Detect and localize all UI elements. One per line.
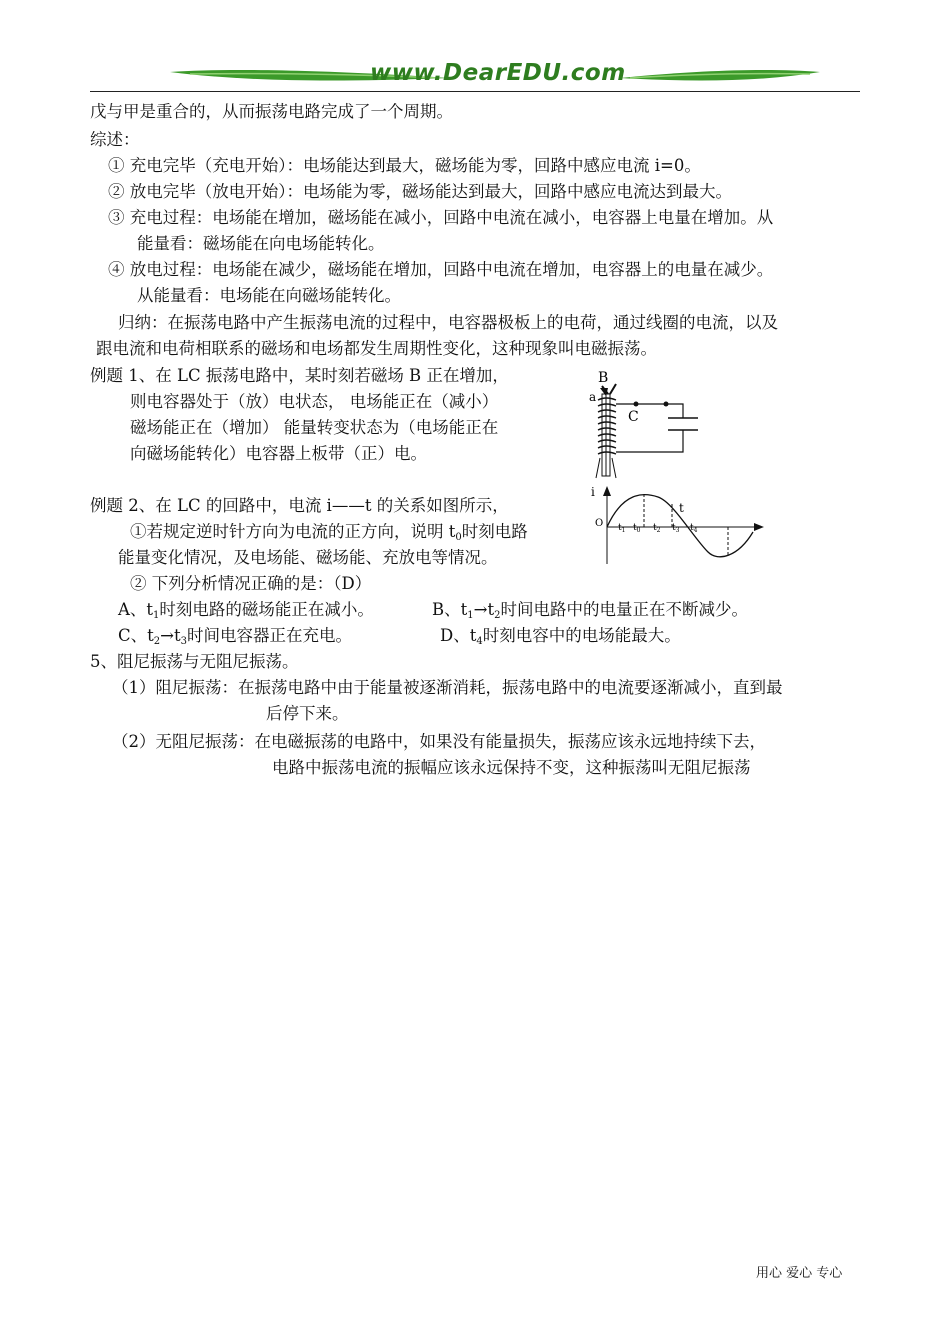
label-b: B xyxy=(598,370,609,386)
section5-item-2: （2）无阻尼振荡：在电磁振荡的电路中，如果没有能量损失，振荡应该永远地持续下去， xyxy=(112,732,766,751)
origin-label: O xyxy=(595,518,604,529)
summary-item-3-cont: 能量看：磁场能在向电场能转化。 xyxy=(137,234,385,253)
section5-item-1: （1）阻尼振荡：在振荡电路中由于能量被逐渐消耗，振荡电路中的电流要逐渐减小，直到最 xyxy=(112,678,783,697)
label-a: a xyxy=(589,390,597,404)
example2-line-4: ② 下列分析情况正确的是：（D） xyxy=(130,574,372,593)
summary-item-1: ① 充电完毕（充电开始）：电场能达到最大，磁场能为零，回路中感应电流 i=0。 xyxy=(108,156,701,175)
summary-item-2: ② 放电完毕（放电开始）：电场能为零，磁场能达到最大，回路中感应电流达到最大。 xyxy=(108,182,732,201)
wire-top xyxy=(616,404,683,418)
tick-label-1: $t_1$ xyxy=(618,523,626,534)
example2-line-3: 能量变化情况，及电场能、磁场能、充放电等情况。 xyxy=(118,548,498,567)
page-header xyxy=(90,58,860,92)
tick-label-2: $t_2$ xyxy=(653,523,661,534)
summary-item-4-cont: 从能量看：电场能在向磁场能转化。 xyxy=(137,286,401,305)
i-axis-label: i xyxy=(591,485,595,499)
wire-bottom xyxy=(616,430,683,452)
tick-label-0: $t_0$ xyxy=(633,523,641,534)
page-footer: 用心 爱心 专心 xyxy=(756,1266,843,1281)
junction-dot xyxy=(634,402,639,407)
example1-line-3: 磁场能正在（增加） 能量转变状态为（电场能正在 xyxy=(130,418,499,437)
section5-item-2-cont: 电路中振荡电流的振幅应该永远保持不变，这种振荡叫无阻尼振荡 xyxy=(272,758,751,777)
example2-line-1: 例题 2、在 LC 的回路中，电流 i——t 的关系如图所示， xyxy=(90,496,509,515)
conclusion-line-2: 跟电流和电荷相联系的磁场和电场都发生周期性变化，这种现象叫电磁振荡。 xyxy=(96,339,657,358)
section5-item-1-cont: 后停下来。 xyxy=(266,704,349,723)
conclusion-line-1: 归纳：在振荡电路中产生振荡电流的过程中，电容器极板上的电荷，通过线圈的电流，以及 xyxy=(118,313,778,332)
header-swoosh-right xyxy=(620,64,820,94)
option-a: A、$t_1$时刻电路的磁场能正在减小。 xyxy=(118,600,374,621)
section5-title: 5、阻尼振荡与无阻尼振荡。 xyxy=(90,652,299,671)
example1-line-1: 例题 1、在 LC 振荡电路中，某时刻若磁场 B 正在增加， xyxy=(90,366,509,385)
option-b: B、$t_1\to t_2$时间电路中的电量正在不断减少。 xyxy=(432,600,748,621)
example1-line-2: 则电容器处于（放）电状态， 电场能正在（减小） xyxy=(130,392,499,411)
junction-dot xyxy=(664,402,669,407)
lc-circuit-diagram xyxy=(588,366,733,481)
summary-item-4: ④ 放电过程：电场能在减少，磁场能在增加，回路中电流在增加，电容器上的电量在减少。 xyxy=(108,260,774,279)
example1-line-4: 向磁场能转化）电容器上板带（正）电。 xyxy=(130,444,427,463)
inductor-coil xyxy=(598,398,616,454)
tick-label-3: $t_3$ xyxy=(672,523,680,534)
label-c: C xyxy=(628,409,639,425)
intro-line: 戊与甲是重合的，从而振荡电路完成了一个周期。 xyxy=(90,102,453,121)
option-c: C、$t_2\to t_3$时间电容器正在充电。 xyxy=(118,626,352,647)
tick-label-4: $t_4$ xyxy=(690,523,698,534)
summary-item-3: ③ 充电过程：电场能在增加，磁场能在减小，回路中电流在减小，电容器上电量在增加。从 xyxy=(108,208,774,227)
example2-line-2: ①若规定逆时针方向为电流的正方向，说明 $t_0$时刻电路 xyxy=(130,522,528,543)
t-axis-label: t xyxy=(679,501,684,515)
summary-title: 综述： xyxy=(90,130,140,149)
site-logo: www.DearEDU.com xyxy=(370,60,626,86)
option-d: D、$t_4$时刻电容中的电场能最大。 xyxy=(440,626,681,647)
current-time-graph xyxy=(588,482,768,567)
header-rule xyxy=(90,91,860,92)
